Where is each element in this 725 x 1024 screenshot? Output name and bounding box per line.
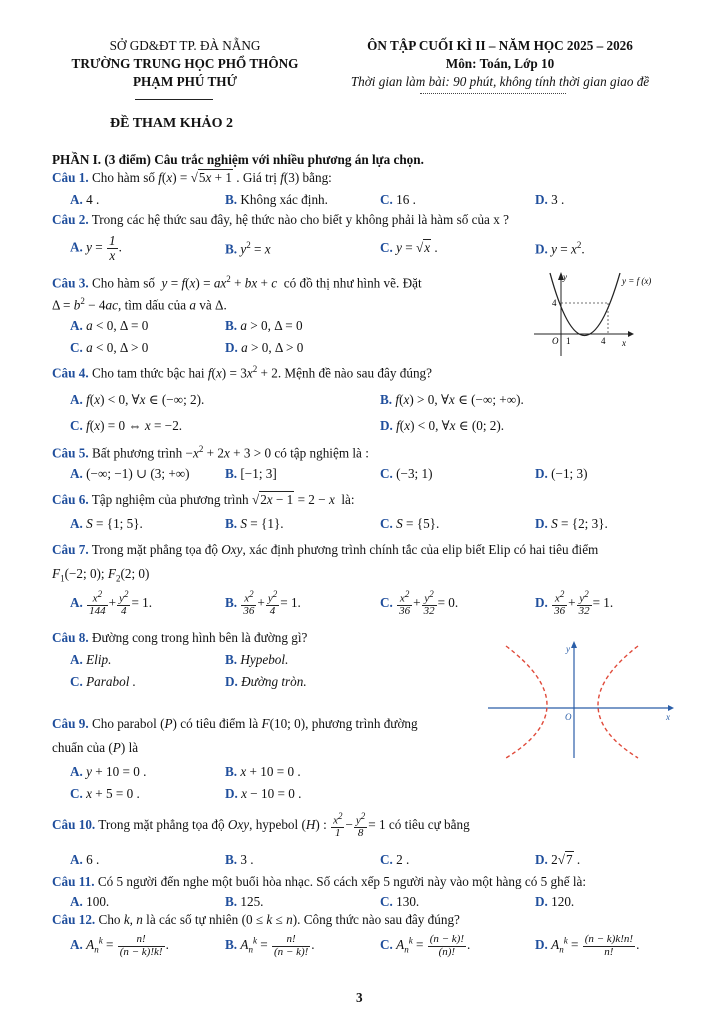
doc-title: ĐỀ THAM KHẢO 2 <box>110 116 234 131</box>
q5-option-a[interactable]: A. (−∞; −1) ∪ (3; +∞) <box>70 466 190 481</box>
q10-option-a[interactable]: A. 6 . <box>70 852 100 867</box>
fig8-x-arrow <box>668 705 674 711</box>
fig8-left-branch <box>506 646 547 758</box>
q10-option-d[interactable]: D. 2√7 . <box>535 852 581 867</box>
fig3-y-label: y <box>563 272 567 282</box>
q12-option-c[interactable]: C. $A_n^k$ = $\frac{(n - k)!}{(n)!}$ . <box>380 933 471 958</box>
exam-title: ÔN TẬP CUỐI KÌ II – NĂM HỌC 2025 – 2026 <box>367 38 633 53</box>
q7-option-b[interactable]: B. $\frac{x^2}{36}$ + $\frac{y^2}{4}$ = 1. <box>225 589 301 618</box>
question-4: Câu 4. Cho tam thức bậc hai $f(x) = 3x^2 + 2$. Mệnh đề nào sau đây đúng? <box>52 364 432 381</box>
q6-option-d[interactable]: D. S = {2; 3}. <box>535 516 608 531</box>
question-3-line1: Câu 3. Cho hàm số $y = f(x) = ax^2$ + bx + c có đồ thị như hình vẽ. Đặt <box>52 274 422 291</box>
q9-option-a[interactable]: A. y + 10 = 0 . <box>70 764 147 779</box>
q9-option-c[interactable]: C. x + 5 = 0 . <box>70 786 140 801</box>
q11-option-c[interactable]: C. 130. <box>380 894 420 909</box>
q5-option-b[interactable]: B. [−1; 3] <box>225 466 277 481</box>
q2-option-c[interactable]: C. y = √x . <box>380 240 438 255</box>
q3-option-a[interactable]: A. a < 0, Δ = 0 <box>70 318 149 333</box>
time-underline <box>420 93 566 94</box>
q6-option-c[interactable]: C. S = {5}. <box>380 516 440 531</box>
hyperbola-figure <box>488 636 678 760</box>
q8-option-c[interactable]: C. Parabol . <box>70 674 136 689</box>
q3-option-d[interactable]: D. a > 0, Δ > 0 <box>225 340 304 355</box>
q2-option-a[interactable]: A. y = $\frac{1}{x}$ . <box>70 233 122 263</box>
fig3-x-label: x <box>622 338 626 348</box>
question-7: Câu 7. Trong mặt phẳng tọa độ Oxy, xác định phương trình chính tắc của elip biết Elip có hai tiêu điểm <box>52 542 599 557</box>
q7-option-a[interactable]: A. $\frac{x^2}{144}$ + $\frac{y^2}{4}$ = 1. <box>70 589 153 618</box>
q1-option-b[interactable]: B. Không xác định. <box>225 192 328 207</box>
question-12: Câu 12. Cho k, n là các số tự nhiên (0 ≤ k ≤ n). Công thức nào sau đây đúng? <box>52 912 460 927</box>
q4-option-a[interactable]: A. f(x) < 0, ∀x ∈ (−∞; 2). <box>70 392 205 407</box>
q3-option-c[interactable]: C. a < 0, Δ > 0 <box>70 340 149 355</box>
dept-name: SỞ GD&ĐT TP. ĐÀ NẴNG <box>109 38 261 53</box>
school-name-line1: TRƯỜNG TRUNG HỌC PHỔ THÔNG <box>71 56 299 71</box>
q8-option-a[interactable]: A. Elip. <box>70 652 112 667</box>
question-3-line2: $\Delta = b^2 - 4ac$, tìm dấu của a và Δ. <box>52 296 227 313</box>
q11-option-b[interactable]: B. 125. <box>225 894 264 909</box>
question-7-foci: $F_1(-2$; 0); $F_2(2$; 0) <box>52 566 150 584</box>
q1-option-d[interactable]: D. 3 . <box>535 192 565 207</box>
q11-option-a[interactable]: A. 100. <box>70 894 110 909</box>
parabola-figure <box>528 268 678 358</box>
question-6: Câu 6. Tập nghiệm của phương trình √2x − 1 = 2 − x là: <box>52 492 355 507</box>
fig8-y-arrow <box>571 641 577 648</box>
q10-option-c[interactable]: C. 2 . <box>380 852 410 867</box>
q7-option-d[interactable]: D. $\frac{x^2}{36}$ + $\frac{y^2}{32}$ = 1. <box>535 589 614 618</box>
question-10: Câu 10. Trong mặt phẳng tọa độ Oxy, hypebol (H) : $\frac{x^2}{1}$ − $\frac{y^2}{8}$ = 1 có tiêu cự bằng <box>52 811 470 840</box>
question-9-line2: chuẩn của (P) là <box>52 740 139 755</box>
q3-option-b[interactable]: B. a > 0, Δ = 0 <box>225 318 303 333</box>
q5-option-d[interactable]: D. (−1; 3) <box>535 466 588 481</box>
q6-option-a[interactable]: A. S = {1; 5}. <box>70 516 143 531</box>
q4-option-b[interactable]: B. f(x) > 0, ∀x ∈ (−∞; +∞). <box>380 392 524 407</box>
q12-option-d[interactable]: D. $A_n^k$ = $\frac{(n - k)k!n!}{n!}$ . <box>535 933 640 958</box>
q9-option-b[interactable]: B. x + 10 = 0 . <box>225 764 301 779</box>
question-2: Câu 2. Trong các hệ thức sau đây, hệ thức nào cho biết y không phải là hàm số của x ? <box>52 212 509 227</box>
fig8-y-label: y <box>566 644 570 654</box>
time-note: Thời gian làm bài: 90 phút, không tính thời gian giao đề <box>350 74 650 89</box>
question-8: Câu 8. Đường cong trong hình bên là đường gì? <box>52 630 308 645</box>
fig8-right-branch <box>598 646 638 758</box>
q5-option-c[interactable]: C. (−3; 1) <box>380 466 433 481</box>
question-9-line1: Câu 9. Cho parabol (P) có tiêu điểm là F(10; 0), phương trình đường <box>52 716 418 731</box>
q11-option-d[interactable]: D. 120. <box>535 894 575 909</box>
fig3-tick-y4: 4 <box>552 298 557 308</box>
q2-option-b[interactable]: B. $y^2 = x$ <box>225 240 271 257</box>
q2-option-d[interactable]: D. $y = x^2$. <box>535 240 585 257</box>
section-title: PHẦN I. (3 điểm) Câu trắc nghiệm với nhiều phương án lựa chọn. <box>52 152 424 167</box>
q12-option-b[interactable]: B. $A_n^k$ = $\frac{n!}{(n - k)!}$ . <box>225 933 315 958</box>
subject-line: Môn: Toán, Lớp 10 <box>445 56 555 71</box>
fig8-origin: O <box>565 712 572 722</box>
q4-option-c[interactable]: C. f(x) = 0 ⇔ x = −2. <box>70 418 183 433</box>
question-5: Câu 5. Bất phương trình $-x^2 + 2x + 3 > 0$ có tập nghiệm là : <box>52 444 369 461</box>
question-11: Câu 11. Có 5 người đến nghe một buổi hòa nhạc. Số cách xếp 5 người này vào một hàng có 5 ghế là: <box>52 874 587 889</box>
q8-option-b[interactable]: B. Hypebol. <box>225 652 289 667</box>
question-1: Câu 1. Cho hàm số f(x) = √5x + 1 . Giá trị f(3) bằng: <box>52 170 332 185</box>
fig3-tick-4: 4 <box>601 336 606 346</box>
school-name-line2: PHẠM PHÚ THỨ <box>132 74 238 89</box>
q9-option-d[interactable]: D. x − 10 = 0 . <box>225 786 302 801</box>
fig3-tick-1: 1 <box>566 336 571 346</box>
fig3-curve-label: y = f (x) <box>622 276 652 286</box>
q7-option-c[interactable]: C. $\frac{x^2}{36}$ + $\frac{y^2}{32}$ = 0. <box>380 589 459 618</box>
q1-option-a[interactable]: A. 4 . <box>70 192 100 207</box>
fig3-origin: O <box>552 336 559 346</box>
fig3-x-arrow <box>628 331 634 337</box>
q8-option-d[interactable]: D. Đường tròn. <box>225 674 307 689</box>
q4-option-d[interactable]: D. f(x) < 0, ∀x ∈ (0; 2). <box>380 418 505 433</box>
fig8-x-label: x <box>666 712 670 722</box>
q6-option-b[interactable]: B. S = {1}. <box>225 516 284 531</box>
page-number: 3 <box>356 990 363 1005</box>
q10-option-b[interactable]: B. 3 . <box>225 852 254 867</box>
q1-option-c[interactable]: C. 16 . <box>380 192 416 207</box>
header-underline <box>135 99 213 100</box>
q12-option-a[interactable]: A. $A_n^k$ = $\frac{n!}{(n - k)!k!}$ . <box>70 933 169 958</box>
